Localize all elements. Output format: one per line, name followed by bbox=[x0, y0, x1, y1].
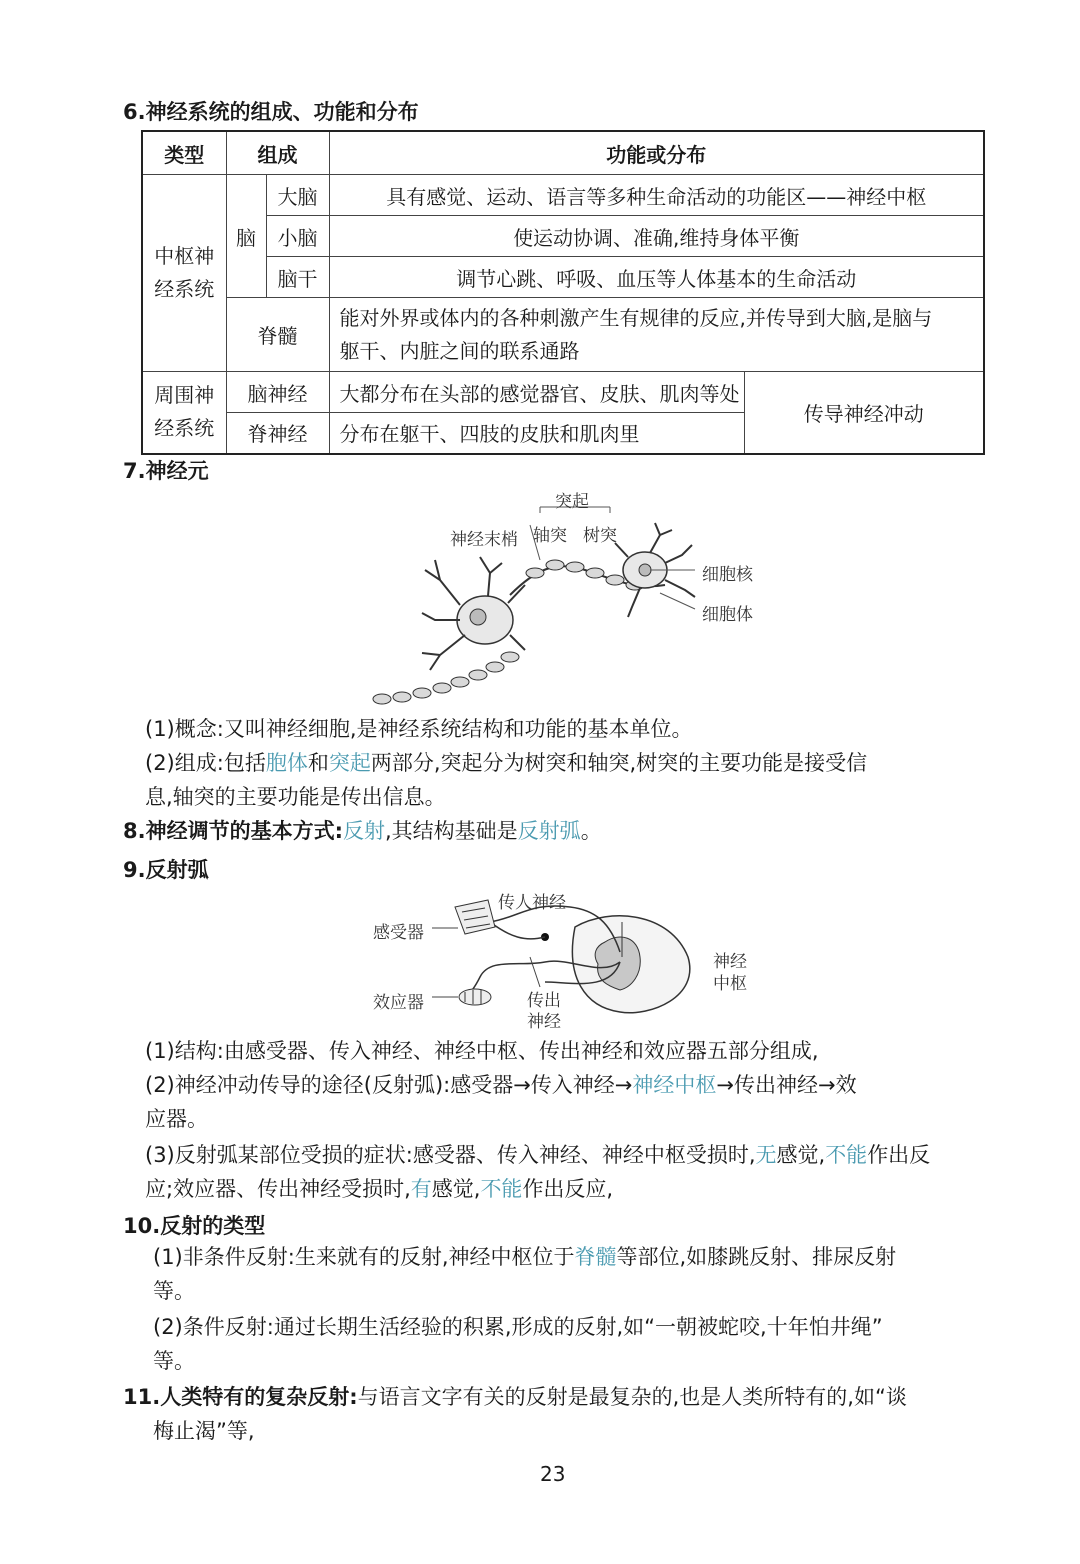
pns-type-line1: 周围神 bbox=[154, 383, 215, 408]
text-segment: 与语言文字有关的反射是最复杂的,也是人类所特有的,如“谈 bbox=[357, 1385, 907, 1409]
answer-has: 有 bbox=[410, 1177, 432, 1201]
neuron-composition-line2: 息,轴突的主要功能是传出信息。 bbox=[145, 785, 446, 809]
cns-type-line2: 经系统 bbox=[154, 277, 215, 301]
answer-reflex: 反射 bbox=[343, 819, 385, 843]
pns-type-line2: 经系统 bbox=[154, 416, 215, 441]
answer-reflex-arc: 反射弧 bbox=[517, 819, 581, 843]
cerebellum-desc: 使运动协调、准确,维持身体平衡 bbox=[329, 216, 984, 257]
reflex-damage-line2 bbox=[145, 1172, 613, 1206]
cerebrum-desc: 具有感觉、运动、语言等多种生命活动的功能区——神经中枢 bbox=[329, 175, 984, 216]
text-segment: 两部分,突起分为树突和轴突,树突的主要功能是接受信 bbox=[370, 751, 868, 775]
label-process: 突起 bbox=[555, 492, 589, 512]
section-11-line2: 梅止渴”等, bbox=[153, 1419, 255, 1443]
page-number: 23 bbox=[540, 1462, 566, 1486]
label-cell-body: 细胞体 bbox=[702, 605, 753, 625]
section-6-heading: 6.神经系统的组成、功能和分布 bbox=[123, 100, 419, 124]
answer-spinal-cord: 脊髓 bbox=[574, 1245, 617, 1269]
header-function: 功能或分布 bbox=[329, 131, 984, 175]
spinal-desc-line1: 能对外界或体内的各种刺激产生有规律的反应,并传导到大脑,是脑与 bbox=[339, 305, 933, 330]
section-10-heading: 10.反射的类型 bbox=[123, 1214, 266, 1238]
conditioned-reflex-line2: 等。 bbox=[153, 1349, 195, 1373]
spinal-cord-desc bbox=[329, 298, 984, 372]
text-segment: 感觉, bbox=[431, 1177, 481, 1201]
conditioned-reflex-line1: (2)条件反射:通过长期生活经验的积累,形成的反射,如“一朝被蛇咬,十年怕井绳” bbox=[153, 1315, 883, 1339]
text-segment: (3)反射弧某部位受损的症状:感受器、传入神经、神经中枢受损时, bbox=[145, 1143, 756, 1167]
neuron-concept-text: (1)概念:又叫神经细胞,是神经系统结构和功能的基本单位。 bbox=[145, 717, 693, 741]
neuron-composition-line1 bbox=[145, 746, 867, 780]
section-8-line bbox=[123, 814, 602, 848]
label-efferent-line1: 传出 bbox=[527, 991, 561, 1011]
text-segment: 作出反应, bbox=[522, 1177, 614, 1201]
reflex-arc-figure bbox=[370, 882, 770, 1032]
brainstem-desc: 调节心跳、呼吸、血压等人体基本的生命活动 bbox=[329, 257, 984, 298]
spinal-cord-cell: 脊髓 bbox=[226, 298, 329, 372]
text-segment: 。 bbox=[580, 819, 602, 843]
unconditioned-reflex-line2: 等。 bbox=[153, 1279, 195, 1303]
answer-cell-body: 胞体 bbox=[265, 751, 308, 775]
nervous-system-table bbox=[141, 130, 985, 455]
section-11-line1 bbox=[123, 1380, 907, 1414]
cranial-nerve-cell: 脑神经 bbox=[226, 372, 329, 413]
pns-function-cell: 传导神经冲动 bbox=[744, 372, 984, 454]
brainstem-cell: 脑干 bbox=[266, 257, 329, 298]
cranial-nerve-desc: 大都分布在头部的感觉器官、皮肤、肌肉等处 bbox=[329, 372, 744, 413]
label-center-line1: 神经 bbox=[713, 952, 747, 972]
label-afferent-nerve: 传人神经 bbox=[498, 893, 566, 913]
section-8-heading: 8.神经调节的基本方式: bbox=[123, 819, 343, 843]
cns-type-line1: 中枢神 bbox=[154, 244, 215, 268]
cns-type-cell bbox=[142, 175, 226, 372]
neuron-illustration bbox=[360, 485, 780, 710]
text-segment: (2)神经冲动传导的途径(反射弧):感受器→传入神经→ bbox=[145, 1073, 633, 1097]
spinal-nerve-desc: 分布在躯干、四肢的皮肤和肌肉里 bbox=[329, 413, 744, 454]
label-axon: 轴突 bbox=[533, 526, 567, 546]
label-efferent-line2: 神经 bbox=[527, 1012, 561, 1032]
text-segment: (2)组成:包括 bbox=[145, 751, 266, 775]
text-segment: (1)非条件反射:生来就有的反射,神经中枢位于 bbox=[153, 1245, 575, 1269]
label-receptor: 感受器 bbox=[373, 923, 424, 943]
spinal-desc-line2: 躯干、内脏之间的联系通路 bbox=[339, 338, 580, 363]
pns-type-cell bbox=[142, 372, 226, 454]
cerebrum-cell: 大脑 bbox=[266, 175, 329, 216]
label-nerve-terminal: 神经末梢 bbox=[450, 530, 518, 550]
answer-nerve-center: 神经中枢 bbox=[632, 1073, 717, 1097]
spinal-nerve-cell: 脊神经 bbox=[226, 413, 329, 454]
label-dendrite: 树突 bbox=[583, 526, 617, 546]
reflex-pathway-line2: 应器。 bbox=[145, 1107, 208, 1131]
text-segment: 等部位,如膝跳反射、排尿反射 bbox=[616, 1245, 897, 1269]
text-segment: ,其结构基础是 bbox=[385, 819, 518, 843]
section-7-heading: 7.神经元 bbox=[123, 459, 209, 483]
answer-process: 突起 bbox=[328, 751, 371, 775]
answer-no: 无 bbox=[755, 1143, 777, 1167]
answer-cannot: 不能 bbox=[825, 1143, 868, 1167]
reflex-damage-line1 bbox=[145, 1138, 930, 1172]
text-segment: →传出神经→效 bbox=[716, 1073, 857, 1097]
section-9-heading: 9.反射弧 bbox=[123, 858, 209, 882]
header-composition: 组成 bbox=[226, 131, 329, 175]
reflex-pathway-line1 bbox=[145, 1068, 857, 1102]
reflex-arc-illustration bbox=[370, 882, 770, 1032]
unconditioned-reflex-line1 bbox=[153, 1240, 896, 1274]
label-nucleus: 细胞核 bbox=[702, 565, 753, 585]
header-type: 类型 bbox=[142, 131, 226, 175]
reflex-arc-structure: (1)结构:由感受器、传入神经、神经中枢、传出神经和效应器五部分组成, bbox=[145, 1039, 819, 1063]
text-segment: 和 bbox=[307, 751, 329, 775]
brain-cell: 脑 bbox=[226, 175, 266, 298]
text-segment: 感觉, bbox=[776, 1143, 826, 1167]
text-segment: 作出反 bbox=[867, 1143, 931, 1167]
section-11-heading: 11.人类特有的复杂反射: bbox=[123, 1385, 358, 1409]
label-center-line2: 中枢 bbox=[713, 974, 747, 994]
answer-cannot-2: 不能 bbox=[480, 1177, 523, 1201]
cerebellum-cell: 小脑 bbox=[266, 216, 329, 257]
text-segment: 应;效应器、传出神经受损时, bbox=[145, 1177, 411, 1201]
neuron-figure bbox=[360, 485, 780, 710]
label-effector: 效应器 bbox=[373, 993, 424, 1013]
